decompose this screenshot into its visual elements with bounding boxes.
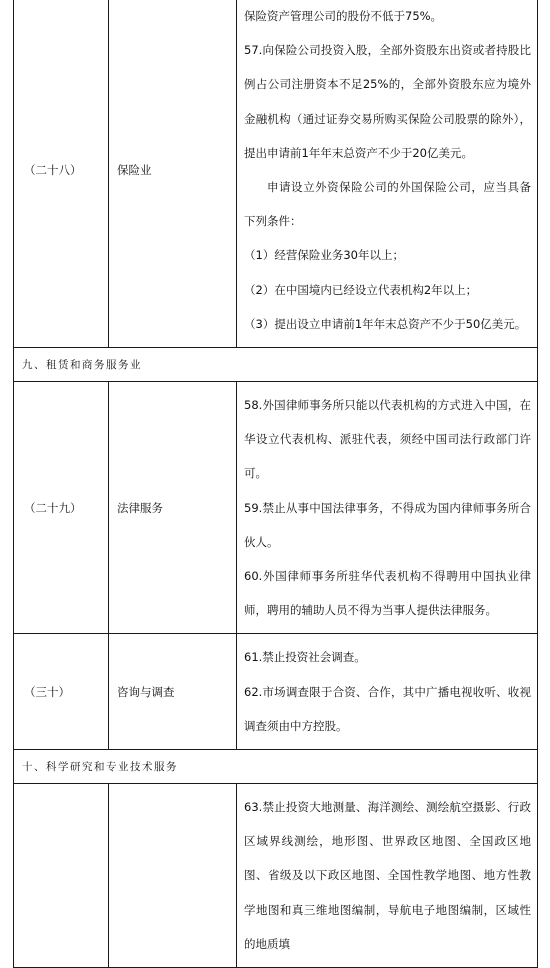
content-paragraph: 62.市场调查限于合资、合作，其中广播电视收听、收视调查须由中方控股。 [244, 684, 531, 733]
section-heading: 十、科学研究和专业技术服务 [14, 750, 538, 784]
item-content [237, 784, 538, 968]
item-content [237, 382, 538, 634]
content-paragraph: 59.禁止从事中国法律事务，不得成为国内律师事务所合伙人。 [244, 500, 531, 549]
section-heading-row [14, 348, 538, 382]
content-paragraph: 58.外国律师事务所只能以代表机构的方式进入中国，在华设立代表机构、派驻代表，须经中国司法行政部门许可。 [244, 398, 531, 481]
item-number: （二十八） [14, 0, 109, 348]
table-row-29 [14, 382, 538, 634]
table-row-28 [14, 0, 538, 348]
item-number: （二十九） [14, 382, 109, 634]
section-heading-row [14, 750, 538, 784]
industry-name: 法律服务 [109, 382, 237, 634]
table-row-31 [14, 784, 538, 968]
content-paragraph: （3）提出设立申请前1年年末总资产不少于50亿美元。 [244, 316, 527, 331]
content-paragraph: （1）经营保险业务30年以上； [244, 248, 404, 263]
content-paragraph: 63.禁止投资大地测量、海洋测绘、测绘航空摄影、行政区域界线测绘，地形图、世界政区地图、全国政区地图、省级及以下政区地图、全国性教学地图、地方性教学地图和真三维地图编制，导航电子地图编制，区域性的地质填 [244, 800, 531, 951]
item-number: （三十） [14, 634, 109, 750]
regulation-table [13, 0, 538, 968]
industry-name [109, 784, 237, 968]
content-paragraph: （2）在中国境内已经设立代表机构2年以上； [244, 282, 478, 297]
table-row-30 [14, 634, 538, 750]
content-paragraph: 57.向保险公司投资入股，全部外资股东出资或者持股比例占公司注册资本不足25%的，全部外资股东应为境外金融机构（通过证券交易所购买保险公司股票的除外），提出申请前1年年末总资产不少于20亿美元。 [244, 43, 531, 160]
content-paragraph: 保险资产管理公司的股份不低于75%。 [244, 9, 443, 23]
item-number [14, 784, 109, 968]
item-content [237, 0, 538, 348]
section-heading: 九、租赁和商务服务业 [14, 348, 538, 382]
content-paragraph: 60.外国律师事务所驻华代表机构不得聘用中国执业律师，聘用的辅助人员不得为当事人提供法律服务。 [244, 569, 531, 618]
industry-name: 保险业 [109, 0, 237, 348]
item-content [237, 634, 538, 750]
content-paragraph: 61.禁止投资社会调查。 [244, 650, 366, 665]
content-paragraph: 申请设立外资保险公司的外国保险公司，应当具备下列条件： [244, 180, 531, 229]
industry-name: 咨询与调查 [109, 634, 237, 750]
